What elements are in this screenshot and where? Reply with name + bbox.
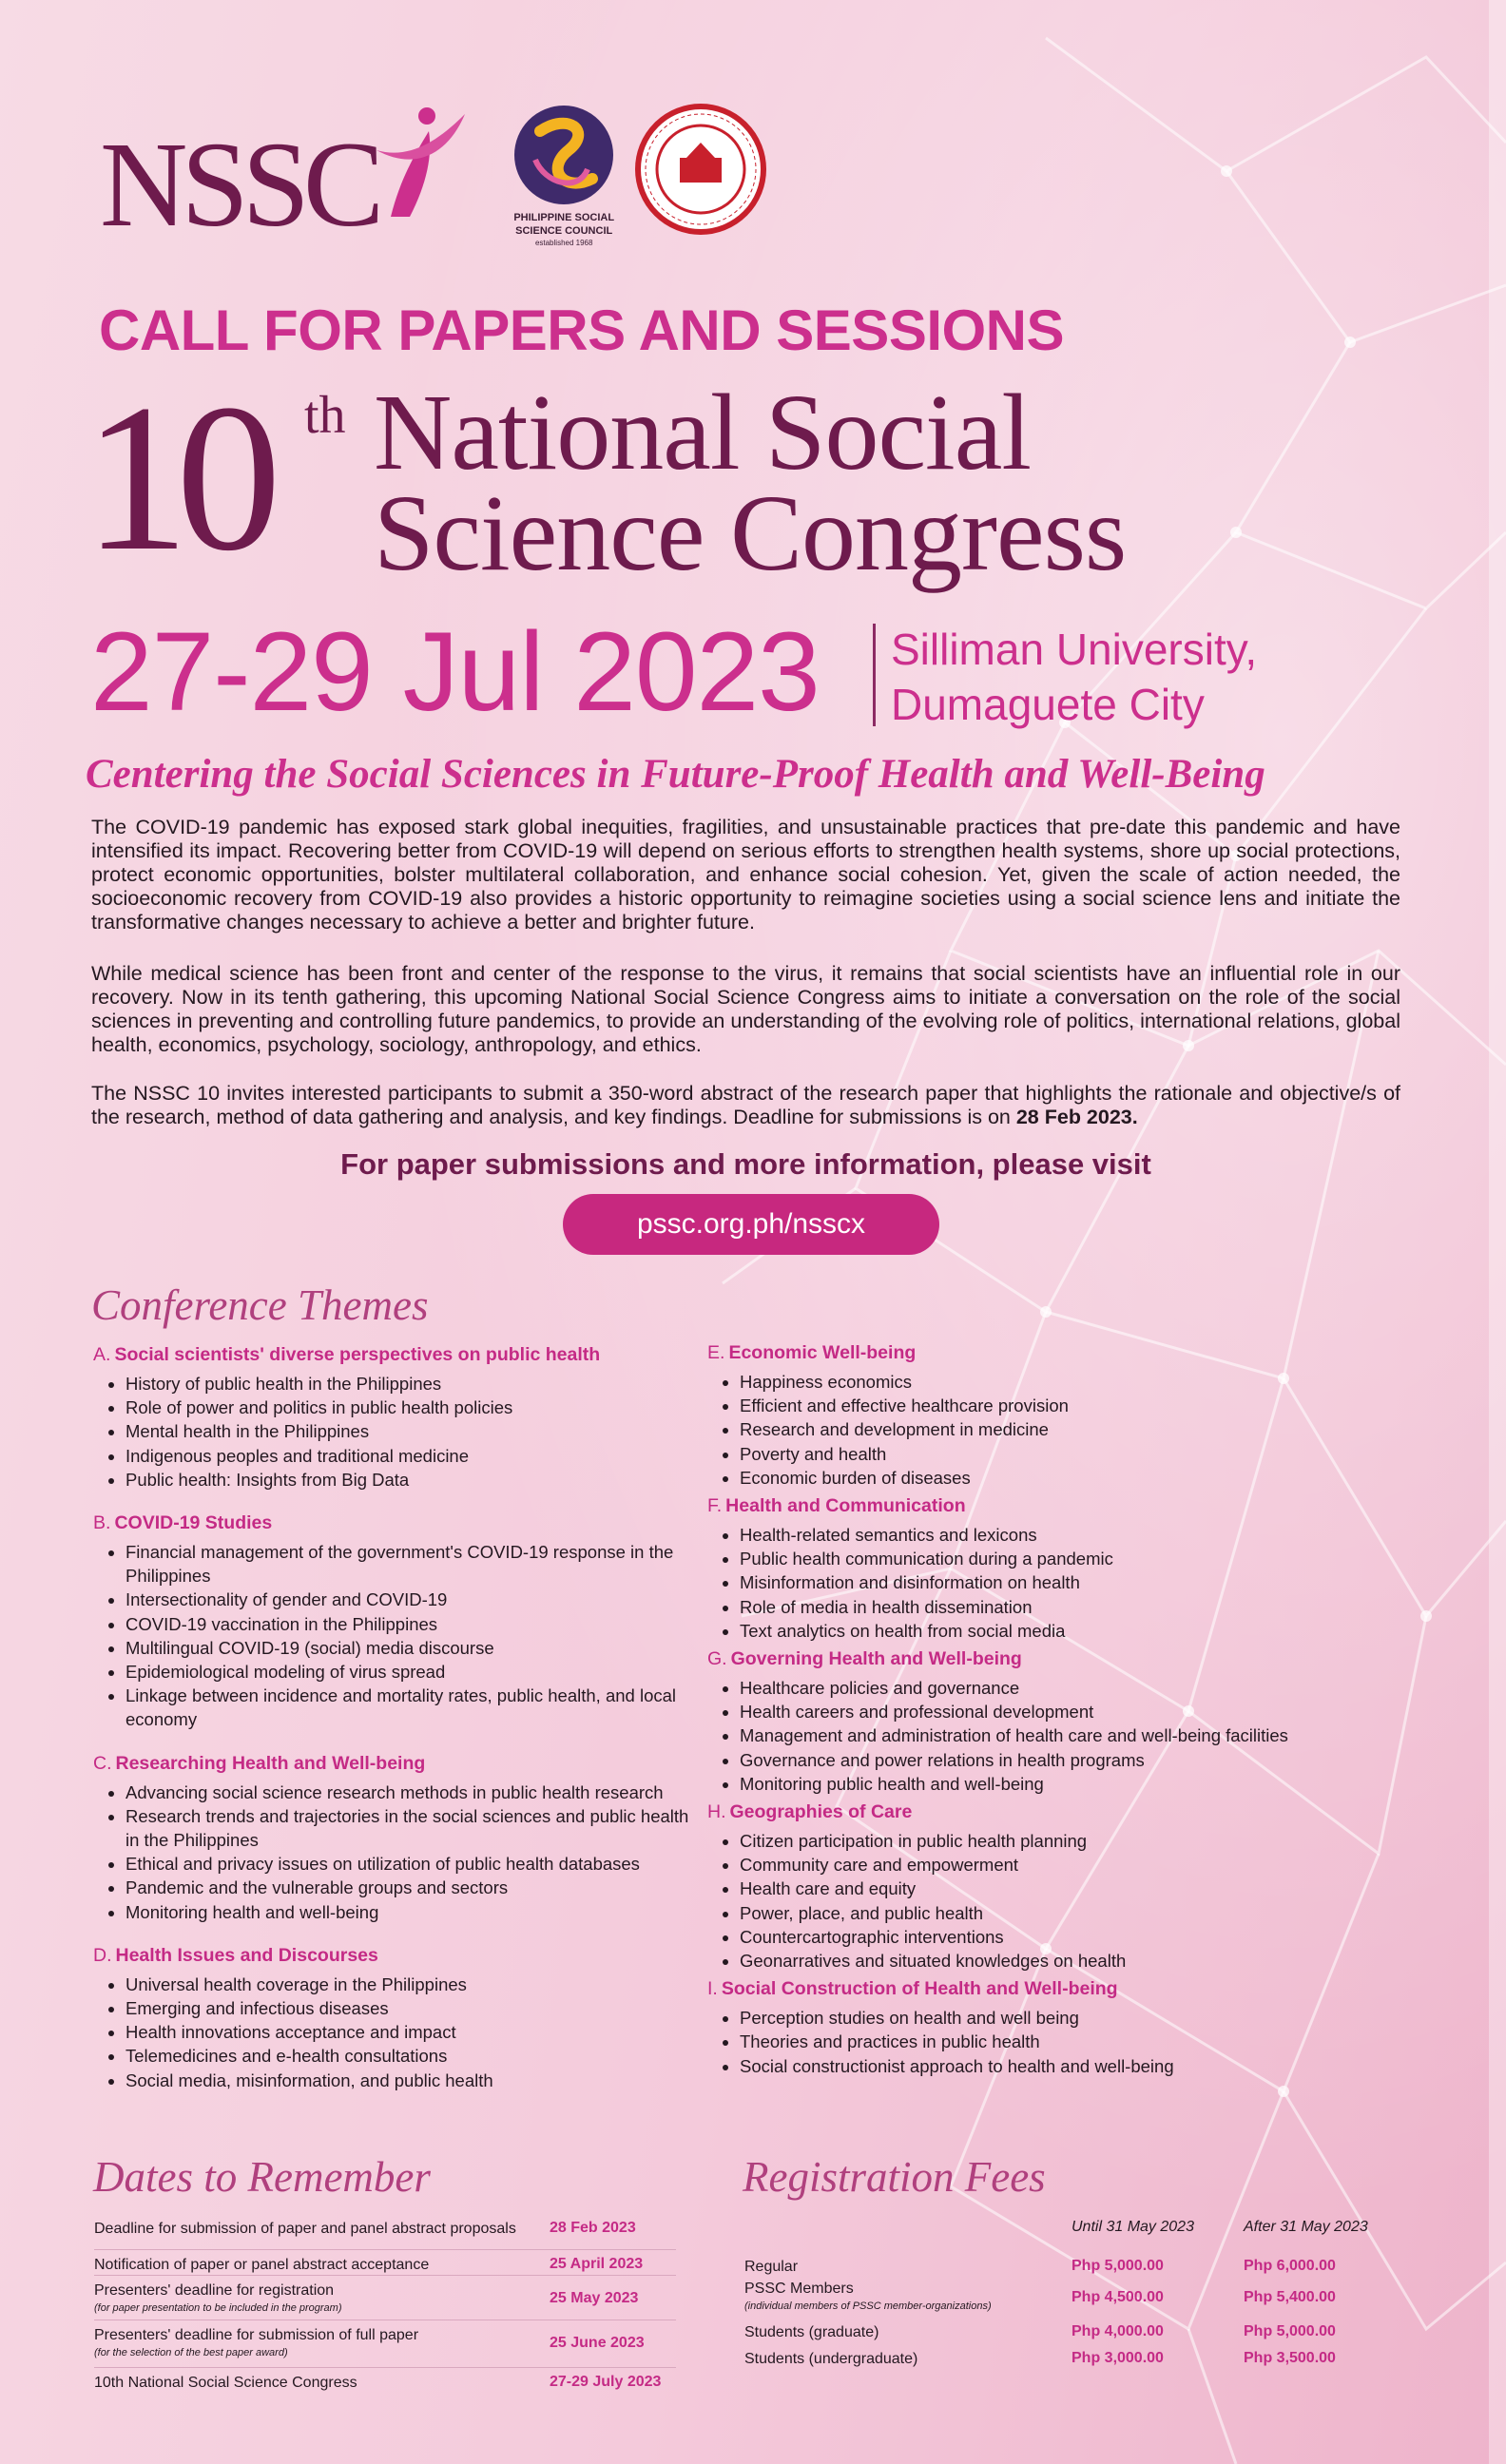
fee-late-value: Php 5,000.00 [1244, 2323, 1336, 2339]
theme-topic: • Monitoring health and well-being [126, 1900, 700, 1924]
theme-letter: F. [707, 1495, 723, 1517]
theme-title: Social scientists' diverse perspectives on public health [114, 1344, 601, 1365]
fee-late-value: Php 3,500.00 [1244, 2350, 1336, 2366]
date-row-label [94, 2220, 516, 2238]
theme-topic: • Theories and practices in public health [740, 2030, 1297, 2053]
theme-topic: • Citizen participation in public health planning [740, 1829, 1297, 1853]
date-label: 10th National Social Science Congress [94, 2375, 357, 2391]
date-note: (for paper presentation to be included in the program) [94, 2302, 342, 2314]
fee-row-label [744, 2323, 878, 2341]
edition-ordinal: th [304, 386, 346, 445]
theme-title: Health Issues and Discourses [115, 1944, 378, 1966]
fee-row-label [744, 2350, 917, 2368]
dates-to-remember-title: Dates to Remember [93, 2153, 431, 2201]
theme-topic: • Monitoring public health and well-being [740, 1772, 1297, 1796]
theme-topic: • Perception studies on health and well being [740, 2006, 1297, 2030]
theme-topic: • Mental health in the Philippines [126, 1419, 700, 1443]
theme-topic: • Linkage between incidence and mortality rates, public health, and local economy [126, 1684, 700, 1731]
theme-heading [707, 1801, 1297, 1823]
theme-topic: • Research and development in medicine [740, 1417, 1297, 1441]
theme-topic: • Public health: Insights from Big Data [126, 1468, 700, 1492]
logo-bar [100, 103, 767, 252]
theme-topic: • COVID-19 vaccination in the Philippines [126, 1612, 700, 1636]
submission-deadline: 28 Feb 2023. [1015, 1106, 1138, 1128]
venue [891, 622, 1257, 733]
fee-column-early: Until 31 May 2023 [1072, 2219, 1194, 2235]
theme-heading [93, 1512, 700, 1534]
theme-block [707, 1801, 1297, 1973]
theme-topic-list [707, 1829, 1297, 1973]
date-note: (for the selection of the best paper award) [94, 2347, 288, 2358]
theme-topic-list [707, 1676, 1297, 1796]
website-link-button[interactable]: pssc.org.ph/nsscx [563, 1194, 939, 1255]
conference-themes-title: Conference Themes [91, 1281, 429, 1329]
theme-block [93, 1344, 700, 1492]
date-value: 27-29 July 2023 [550, 2374, 662, 2390]
theme-letter: E. [707, 1342, 725, 1363]
theme-topic: • Poverty and health [740, 1442, 1297, 1466]
date-row-label [94, 2374, 357, 2392]
theme-topic-list [93, 1973, 700, 2092]
date-row-divider [94, 2275, 676, 2276]
theme-topic: • Intersectionality of gender and COVID-19 [126, 1588, 700, 1611]
date-row-label [94, 2281, 342, 2318]
venue-line1: Silliman University, [891, 625, 1258, 674]
theme-topic: • Indigenous peoples and traditional medicine [126, 1444, 700, 1468]
fee-early-value: Php 4,000.00 [1072, 2323, 1164, 2339]
theme-topic: • Governance and power relations in health programs [740, 1748, 1297, 1772]
congress-title [374, 372, 1127, 594]
visit-prompt: For paper submissions and more information, please visit [340, 1147, 1151, 1181]
theme-topic: • Role of power and politics in public health policies [126, 1396, 700, 1419]
date-row-divider [94, 2367, 676, 2368]
theme-topic: • Health careers and professional development [740, 1700, 1297, 1723]
theme-topic: • Management and administration of health care and well-being facilities [740, 1723, 1297, 1747]
theme-topic-list [707, 1370, 1297, 1490]
theme-topic: • Healthcare policies and governance [740, 1676, 1297, 1700]
fee-label: Students (undergraduate) [744, 2351, 918, 2367]
theme-topic-list [707, 2006, 1297, 2078]
theme-topic: • Financial management of the government's COVID-19 response in the Philippines [126, 1540, 700, 1588]
fee-column-late: After 31 May 2023 [1244, 2219, 1368, 2235]
date-label: Presenters' deadline for submission of full paper [94, 2327, 419, 2343]
theme-block [93, 1945, 700, 2092]
nssc-logo: NSSC [100, 117, 378, 252]
theme-topic: • Telemedicines and e-health consultations [126, 2044, 700, 2068]
fee-row-label [744, 2280, 992, 2316]
theme-topic: • Research trends and trajectories in the social sciences and public health in the Philippines [126, 1804, 700, 1852]
theme-block [93, 1512, 700, 1732]
theme-heading [707, 1495, 1297, 1517]
theme-topic: • Text analytics on health from social media [740, 1619, 1297, 1643]
theme-topic: • Epidemiological modeling of virus spread [126, 1660, 700, 1684]
intro-paragraph-3: The NSSC 10 invites interested participants to submit a 350-word abstract of the research paper that highlights the rationale and objective/s of the research, method of data gathering and analysis, and key findings. Deadline for submissions is on 28 Feb 2023. [91, 1082, 1400, 1128]
theme-heading [93, 1753, 700, 1775]
date-row-label [94, 2256, 429, 2274]
theme-block [707, 1648, 1297, 1796]
theme-topic: • Multilingual COVID-19 (social) media discourse [126, 1636, 700, 1660]
date-value: 25 May 2023 [550, 2290, 639, 2306]
fee-label: PSSC Members [744, 2281, 854, 2297]
theme-title: COVID-19 Studies [114, 1512, 273, 1534]
theme-topic-list [93, 1540, 700, 1732]
intro-paragraph-2: While medical science has been front and center of the response to the virus, it remains that social scientists have an influential role in our recovery. Now in its tenth gathering, this upcoming National Social Science Congress aims to initiate a conversation on the role of the social sciences in preventing and controlling future pandemics, to provide an understanding of the evolving role of politics, international relations, global health, economics, psychology, sociology, anthropology, and ethics. [91, 962, 1400, 1056]
date-label: Deadline for submission of paper and panel abstract proposals [94, 2221, 516, 2237]
pssc-emblem-icon [512, 103, 616, 207]
theme-topic: • Countercartographic interventions [740, 1925, 1297, 1949]
theme-title: Economic Well-being [728, 1342, 917, 1363]
theme-letter: I. [707, 1978, 718, 2000]
theme-heading [93, 1344, 700, 1366]
date-label: Notification of paper or panel abstract acceptance [94, 2257, 430, 2273]
theme-letter: A. [93, 1344, 111, 1365]
date-value: 28 Feb 2023 [550, 2220, 636, 2236]
nssc-figure-icon [372, 103, 467, 226]
theme-block [93, 1753, 700, 1924]
date-row-divider [94, 2249, 676, 2250]
fee-late-value: Php 5,400.00 [1244, 2289, 1336, 2305]
fee-note: (individual members of PSSC member-organizations) [744, 2300, 992, 2312]
theme-topic-list [93, 1372, 700, 1492]
theme-topic: • Community care and empowerment [740, 1853, 1297, 1877]
theme-heading [707, 1648, 1297, 1670]
theme-title: Researching Health and Well-being [115, 1752, 426, 1774]
registration-fees-title: Registration Fees [743, 2153, 1046, 2201]
venue-line2: Dumaguete City [891, 680, 1205, 730]
fee-label: Regular [744, 2259, 799, 2275]
tagline: Centering the Social Sciences in Future-Proof Health and Well-Being [86, 752, 1265, 797]
fee-early-value: Php 4,500.00 [1072, 2289, 1164, 2305]
theme-topic: • Advancing social science research methods in public health research [126, 1781, 700, 1804]
theme-topic-list [93, 1781, 700, 1924]
theme-heading [707, 1978, 1297, 2000]
theme-topic: • Pandemic and the vulnerable groups and sectors [126, 1876, 700, 1899]
pssc-logo [507, 103, 621, 248]
date-value: 25 April 2023 [550, 2256, 644, 2272]
date-label: Presenters' deadline for registration [94, 2282, 335, 2299]
theme-topic: • Ethical and privacy issues on utilization of public health databases [126, 1852, 700, 1876]
fee-row-label [744, 2258, 798, 2276]
theme-topic: • Power, place, and public health [740, 1901, 1297, 1925]
theme-block [707, 1978, 1297, 2078]
themes-right-column [707, 1342, 1297, 2084]
theme-topic: • History of public health in the Philippines [126, 1372, 700, 1396]
theme-title: Governing Health and Well-being [730, 1648, 1022, 1670]
theme-topic: • Health care and equity [740, 1877, 1297, 1900]
theme-title: Health and Communication [725, 1495, 966, 1517]
fee-early-value: Php 5,000.00 [1072, 2258, 1164, 2274]
call-for-papers-heading: CALL FOR PAPERS AND SESSIONS [99, 298, 1065, 362]
theme-topic: • Geonarratives and situated knowledges on health [740, 1949, 1297, 1973]
date-value: 25 June 2023 [550, 2335, 645, 2351]
theme-letter: G. [707, 1648, 727, 1670]
theme-topic: • Health innovations acceptance and impact [126, 2020, 700, 2044]
intro-paragraph-1: The COVID-19 pandemic has exposed stark global inequities, fragilities, and unsustainable practices that pre-date this pandemic and have intensified its impact. Recovering better from COVID-19 will depend on serious efforts to strengthen health systems, shore up social protections, protect economic opportunities, bolster multilateral collaboration, and enhance social cohesion. Yet, given the scale of action needed, the socioeconomic recovery from COVID-19 also provides a historic opportunity to reimagine societies using a social science lens and initiate the transformative changes necessary to achieve a better and brighter future. [91, 816, 1400, 934]
theme-title: Social Construction of Health and Well-being [721, 1978, 1118, 2000]
theme-topic: • Happiness economics [740, 1370, 1297, 1394]
theme-topic: • Public health communication during a pandemic [740, 1547, 1297, 1570]
theme-letter: H. [707, 1801, 726, 1823]
themes-left-column [93, 1344, 700, 2113]
edition-number: 10 [84, 361, 268, 595]
congress-title-line2: Science Congress [374, 472, 1127, 594]
theme-letter: D. [93, 1944, 112, 1966]
theme-block [707, 1342, 1297, 1490]
theme-heading [93, 1945, 700, 1967]
theme-topic: • Emerging and infectious diseases [126, 1996, 700, 2020]
fee-early-value: Php 3,000.00 [1072, 2350, 1164, 2366]
theme-topic: • Role of media in health dissemination [740, 1595, 1297, 1619]
theme-topic-list [707, 1523, 1297, 1643]
theme-topic: • Universal health coverage in the Philippines [126, 1973, 700, 1996]
theme-topic: • Economic burden of diseases [740, 1466, 1297, 1490]
pssc-caption: PHILIPPINE SOCIAL SCIENCE COUNCIL established 1968 [513, 212, 615, 247]
date-row-label [94, 2326, 418, 2362]
theme-topic: • Health-related semantics and lexicons [740, 1523, 1297, 1547]
fee-late-value: Php 6,000.00 [1244, 2258, 1336, 2274]
theme-topic: • Social constructionist approach to health and well-being [740, 2054, 1297, 2078]
fee-label: Students (graduate) [744, 2324, 879, 2340]
event-dates: 27-29 Jul 2023 [90, 609, 820, 735]
theme-letter: C. [93, 1752, 112, 1774]
theme-topic: • Misinformation and disinformation on health [740, 1570, 1297, 1594]
theme-topic: • Efficient and effective healthcare provision [740, 1394, 1297, 1417]
divider [873, 624, 876, 726]
congress-title-line1: National Social [374, 372, 1031, 492]
silliman-seal-icon [634, 103, 767, 236]
theme-topic: • Social media, misinformation, and public health [126, 2069, 700, 2092]
theme-heading [707, 1342, 1297, 1364]
theme-block [707, 1495, 1297, 1643]
theme-letter: B. [93, 1512, 111, 1534]
theme-title: Geographies of Care [729, 1801, 913, 1823]
